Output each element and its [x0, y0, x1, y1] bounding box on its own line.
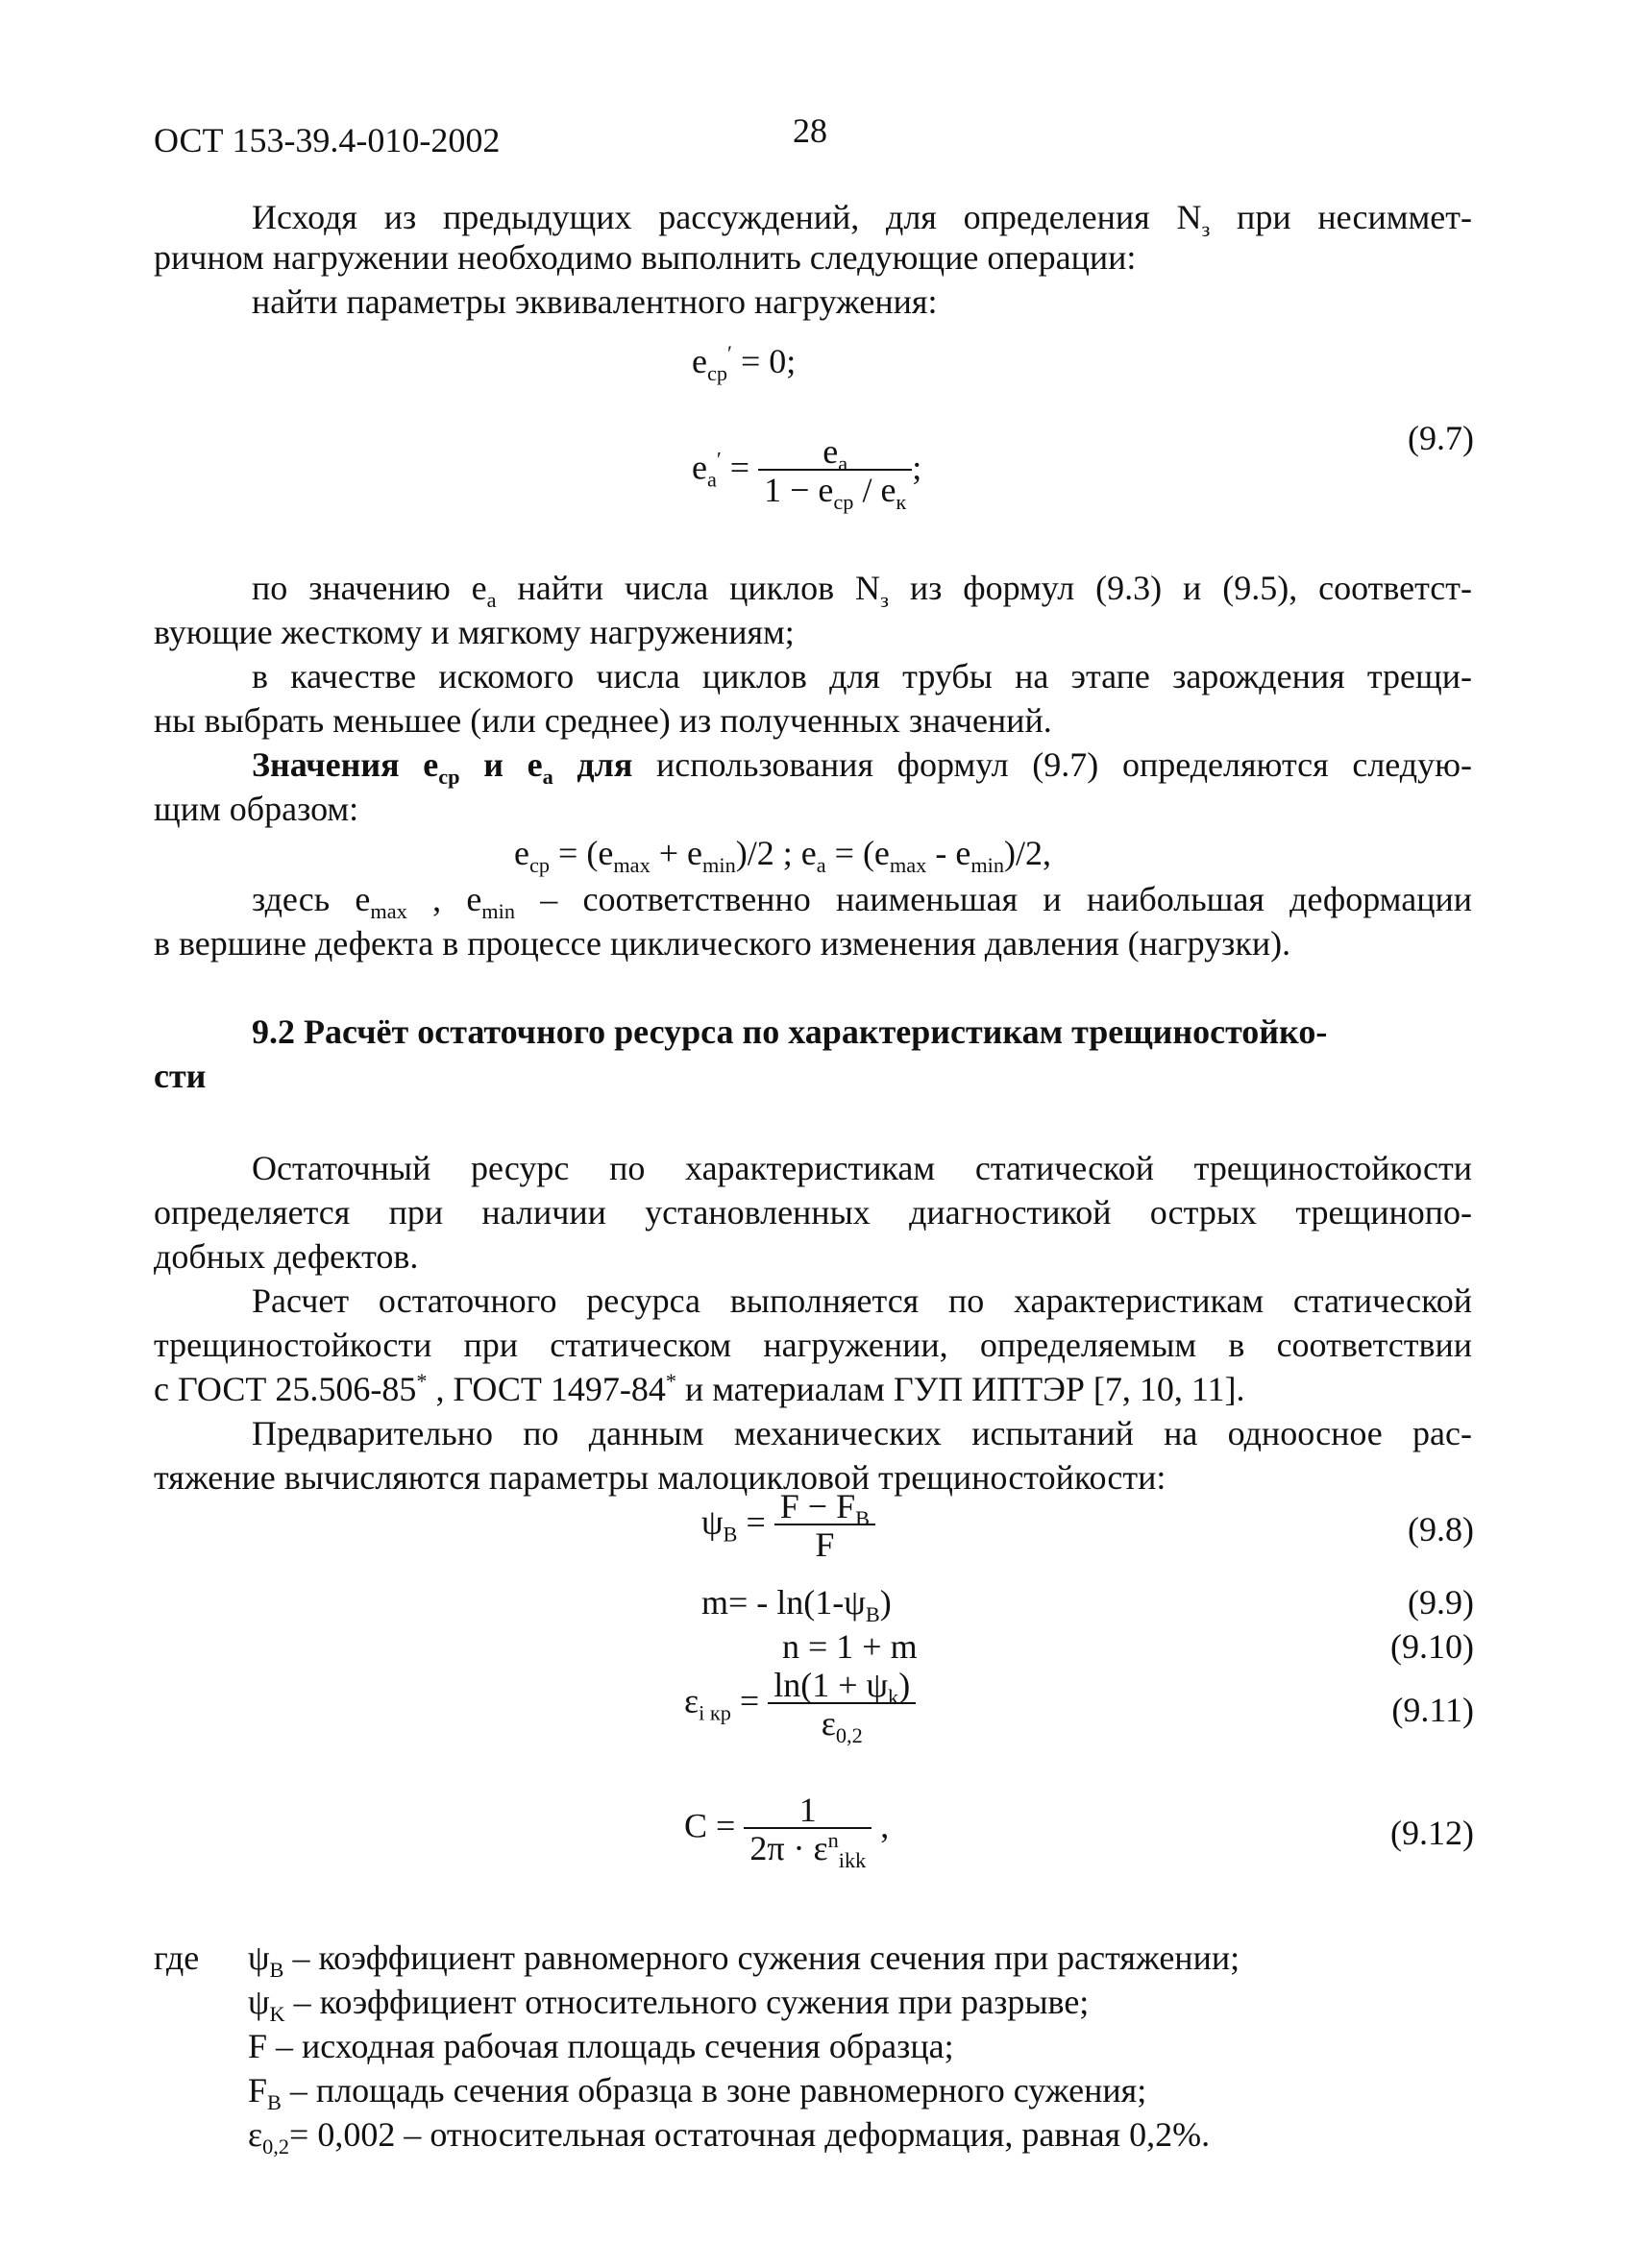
equation-psi-b: $\psi_B$ = $\frac{F - F_B}{F}$: [701, 1489, 875, 1562]
body-line-ea: по значению $e_a$ найти числа циклов $N_з$ из формул (9.3) и (9.5), соответст-: [252, 569, 1472, 613]
where-item-f-b: $F_B$ – площадь сечения образца в зоне равномерного сужения;: [248, 2071, 1147, 2115]
body-line: определяется при наличии установленных диагностикой острых трещинопо-: [154, 1193, 1472, 1232]
equation-number-9-12: (9.12): [1390, 1814, 1474, 1852]
body-line: Остаточный ресурс по характеристикам статической трещиностойкости: [252, 1149, 1472, 1187]
body-line: в качестве искомого числа циклов для трубы на этапе зарождения трещи-: [252, 657, 1472, 695]
where-item-f: F – исходная рабочая площадь сечения образца;: [248, 2027, 954, 2065]
body-line: трещиностойкости при статическом нагружении, определяемым в соответствии: [154, 1326, 1472, 1364]
page-number: 28: [793, 111, 827, 150]
equation-number-9-9: (9.9): [1408, 1583, 1474, 1622]
body-line: добных дефектов.: [154, 1237, 419, 1276]
fraction: $\frac{F - F_B}{F}$: [774, 1489, 875, 1562]
equation-number-9-8: (9.8): [1408, 1510, 1474, 1549]
equation-ea-prime: $e_a'$ = $\frac{e_a}{1 - e_{ср} / e_к}$ ;: [692, 432, 922, 515]
where-label: где: [154, 1939, 200, 1977]
equation-number-9-7: (9.7): [1408, 419, 1474, 457]
document-code: ОСТ 153-39.4-010-2002: [154, 121, 501, 159]
body-line-emax-emin: здесь $e_{max}$ , $e_{min}$ – соответственно наименьшая и наибольшая деформации: [252, 880, 1472, 924]
section-heading: 9.2 Расчёт остаточного ресурса по характеристикам трещиностойко-: [252, 1012, 1328, 1051]
where-item-psi-b: $\psi_B$ – коэффициент равномерного сужения сечения при растяжении;: [248, 1939, 1240, 1983]
equation-c: C = $\frac{1}{2\pi \cdot \varepsilon^n_{ikk}}$ ,: [684, 1791, 890, 1873]
equation-n: n = 1 + m: [782, 1627, 918, 1666]
intro-line-1: Исходя из предыдущих рассуждений, для определения $N_з$ при несиммет-: [252, 198, 1472, 242]
body-line: вующие жесткому и мягкому нагружениям;: [154, 613, 795, 651]
body-line: щим образом:: [154, 790, 359, 828]
body-line: ны выбрать меньшее (или среднее) из полученных значений.: [154, 701, 1052, 740]
fraction: $\frac{1}{2\pi \cdot \varepsilon^n_{ikk}}$: [744, 1792, 872, 1866]
equation-number-9-11: (9.11): [1391, 1691, 1474, 1729]
fraction: $\frac{e_a}{1 - e_{ср} / e_к}$: [758, 434, 912, 507]
body-line-values: Значения $e_{ср}$ и $e_a$ для использования формул (9.7) определяются следую-: [252, 745, 1472, 790]
equation-number-9-10: (9.10): [1390, 1627, 1474, 1666]
body-line: Расчет остаточного ресурса выполняется по характеристикам статической: [252, 1281, 1472, 1320]
intro-line-2: ричном нагружении необходимо выполнить следующие операции:: [154, 238, 1137, 277]
where-item-eps-02: $\varepsilon_{0,2}= 0,002$ – относительная остаточная деформация, равная 0,2%.: [248, 2115, 1211, 2159]
equation-m: $m= - \ln(1-\psi_B)$: [701, 1583, 892, 1627]
fraction: $\frac{\ln(1 + \psi_k)}{\varepsilon_{0,2}}$: [768, 1668, 916, 1741]
body-line-standards: с ГОСТ 25.506-85* , ГОСТ 1497-84* и материалам ГУП ИПТЭР [7, 10, 11].: [154, 1369, 1245, 1408]
equation-eps-crit: $\varepsilon_{i кр}$ = $\frac{\ln(1 + \psi_k)}{\varepsilon_{0,2}}$: [684, 1668, 916, 1741]
body-line: в вершине дефекта в процессе циклического изменения давления (нагрузки).: [154, 924, 1291, 963]
body-line: тяжение вычисляются параметры малоцикловой трещиностойкости:: [154, 1458, 1166, 1497]
intro-line-3: найти параметры эквивалентного нагружения:: [252, 282, 938, 321]
body-line: Предварительно по данным механических испытаний на одноосное рас-: [252, 1414, 1472, 1452]
where-item-psi-k: $\psi_K$ – коэффициент относительного сужения при разрыве;: [248, 1983, 1090, 2027]
equation-ecp-prime: $e_{ср}' = 0$;: [692, 341, 797, 386]
equation-ecp-ea: $e_{ср} = (e_{max} + e_{min})/2$ ; $e_a = (e_{max} - e_{min})/2$,: [514, 834, 1052, 878]
section-heading-continued: сти: [154, 1057, 207, 1095]
